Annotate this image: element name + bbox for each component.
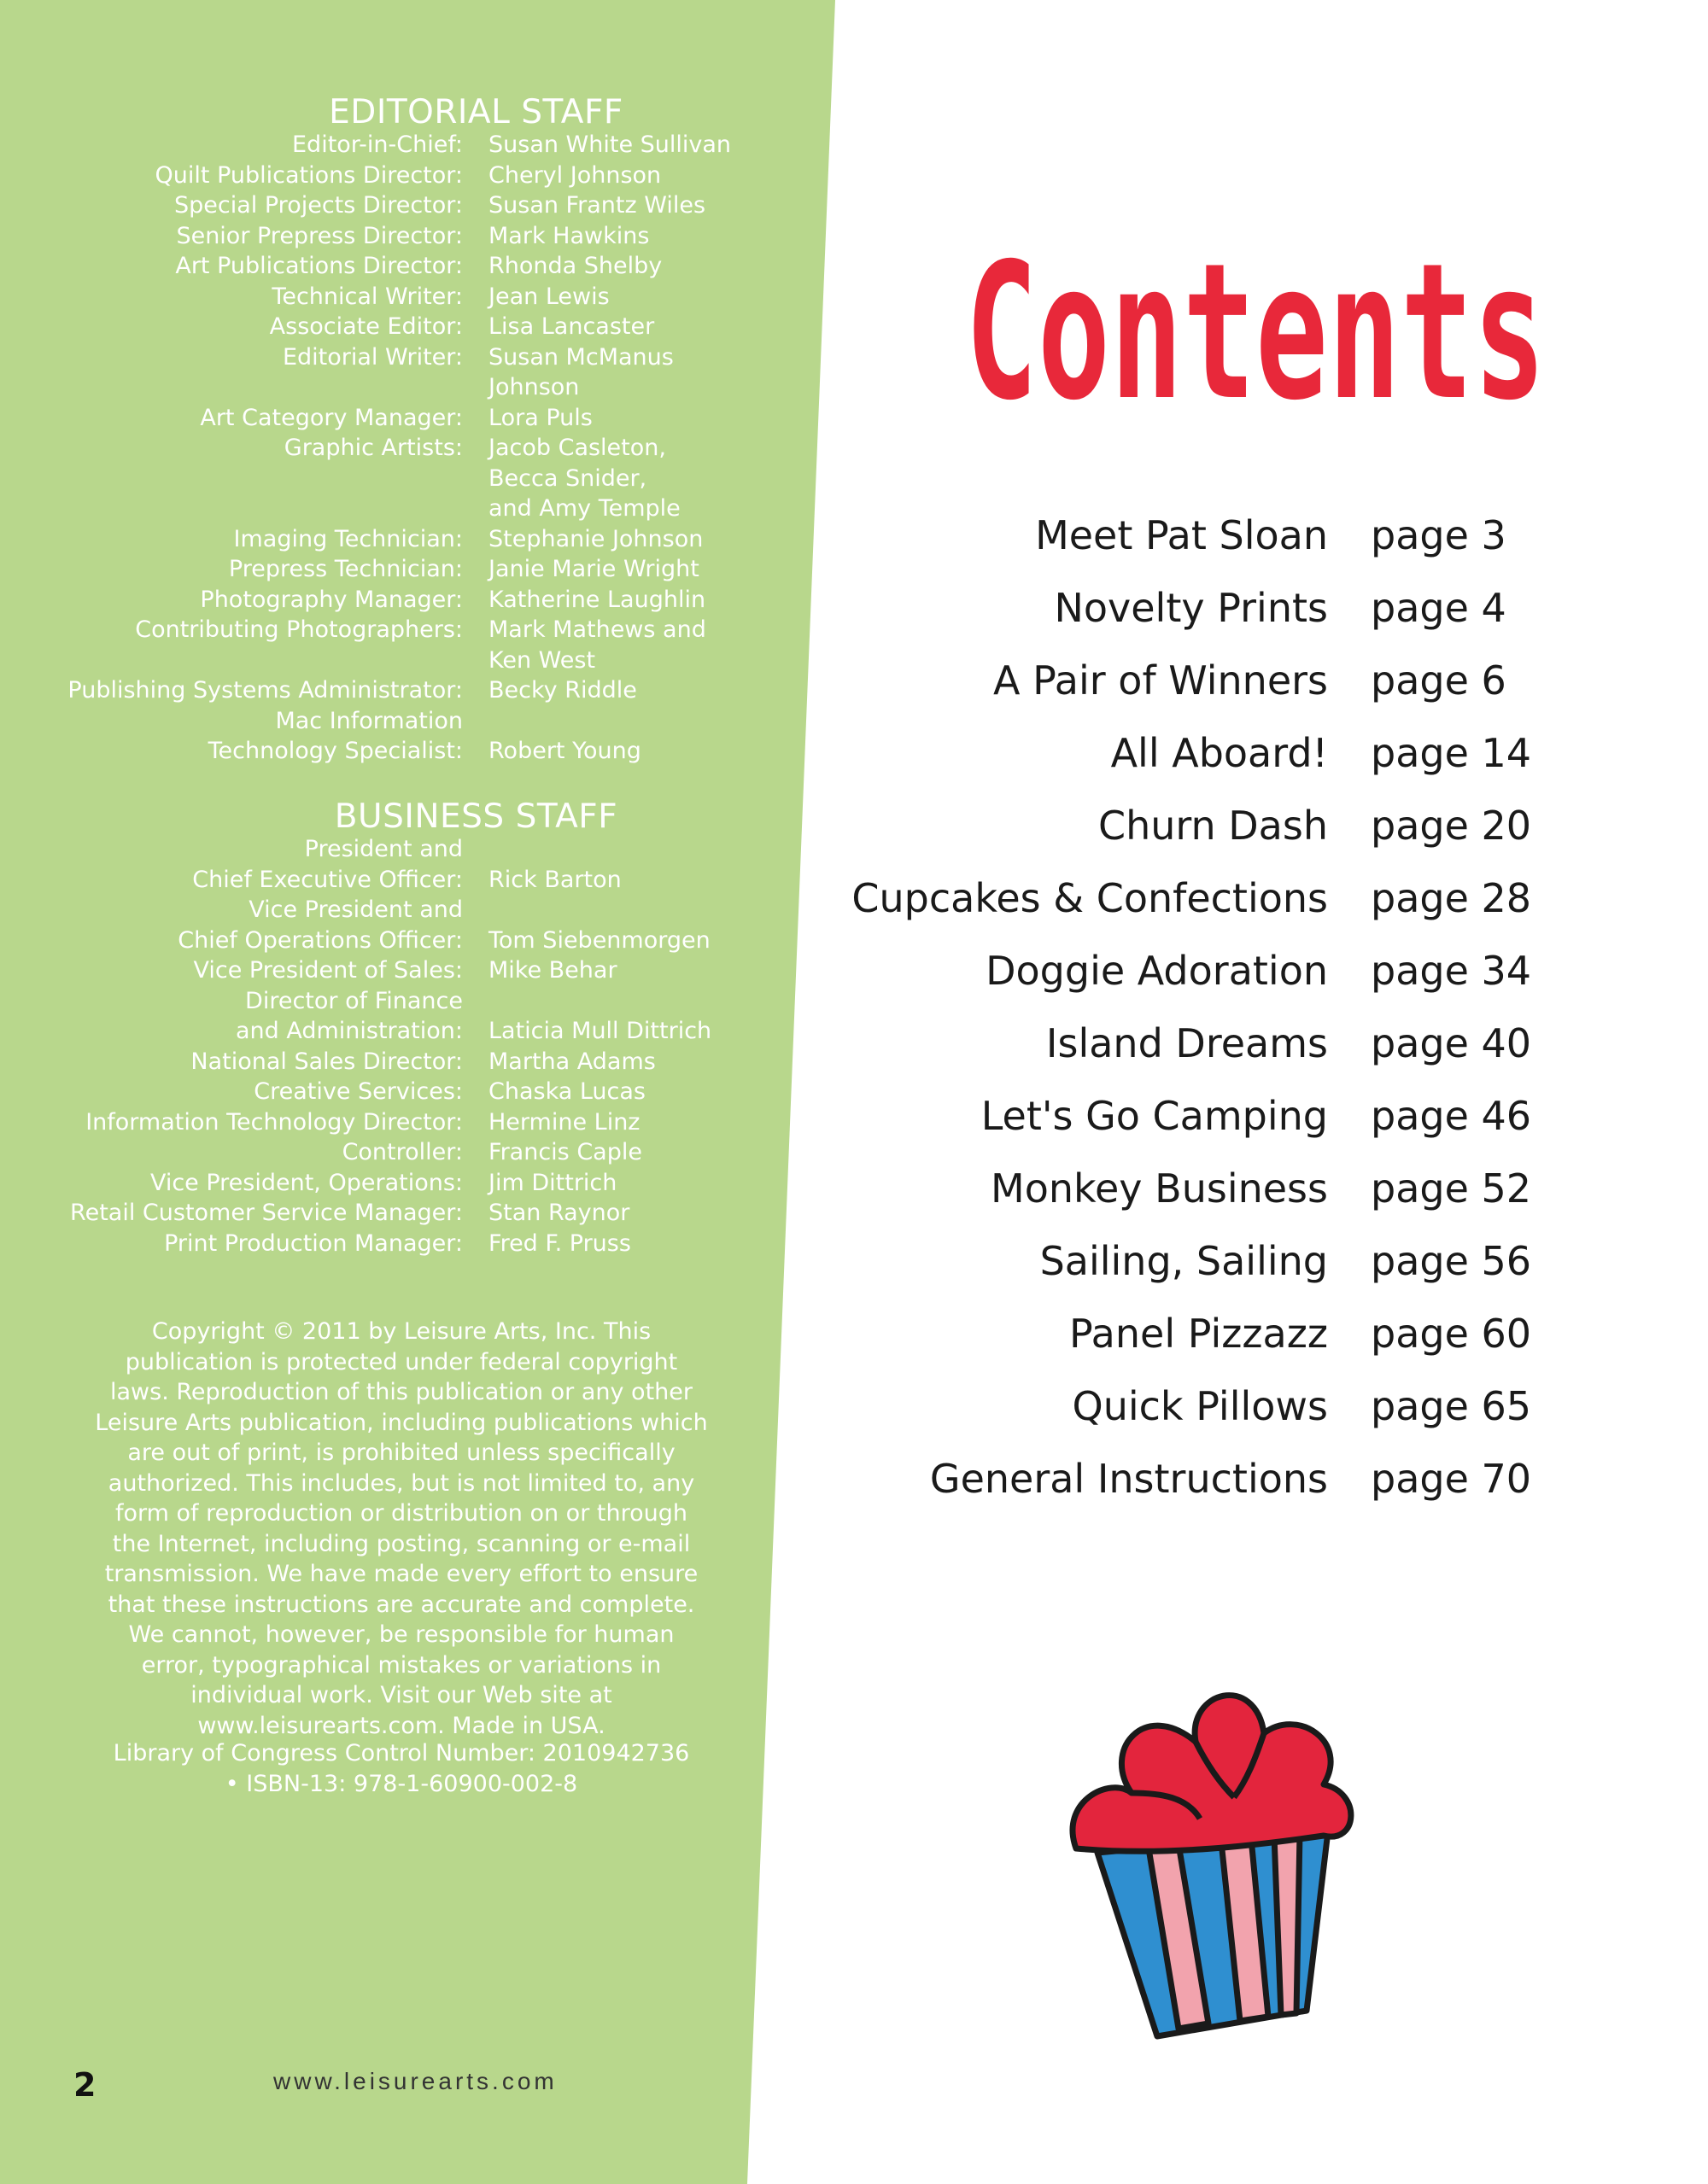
- toc-item[interactable]: [888, 1020, 1623, 1093]
- toc-item-page: page 65: [1371, 1383, 1532, 1429]
- toc-item[interactable]: [888, 1238, 1623, 1311]
- staff-row: [0, 524, 769, 555]
- library-of-congress-info: [94, 1738, 709, 1799]
- contents-title: [965, 239, 1554, 444]
- staff-name: Stan Raynor: [488, 1200, 630, 1226]
- toc-item[interactable]: [888, 1165, 1623, 1238]
- copyright-notice: Copyright © 2011 by Leisure Arts, Inc. This publication is protected under federal copyright laws. Reproduction of this publication or any other Leisure Arts publication, including publications which are out of print, is prohibited unless specifically authorized. This includes, but is not limited to, any form of reproduction or distribution on or through the Internet, including posting, scanning or e-mail transmission. We have made every effort to ensure that these instructions are accurate and complete. We cannot, however, be responsible for human error, typographical mistakes or variations in individual work. Visit our Web site at www.leisurearts.com. Made in USA.: [95, 1318, 708, 1739]
- contents-title-text: Contents: [965, 239, 1546, 441]
- staff-name: Stephanie Johnson: [488, 525, 704, 552]
- staff-role: Publishing Systems Administrator:: [67, 677, 463, 704]
- staff-role: Mac Information Technology Specialist:: [208, 707, 463, 764]
- toc-item-title: Doggie Adoration: [986, 948, 1328, 994]
- staff-role: Information Technology Director:: [85, 1108, 463, 1136]
- lccn-number: Library of Congress Control Number: 2010942736: [113, 1740, 690, 1766]
- toc-item[interactable]: [888, 585, 1623, 657]
- staff-row: [0, 251, 769, 282]
- staff-role: Senior Prepress Director:: [176, 222, 463, 249]
- staff-row: [0, 161, 769, 191]
- staff-role: Prepress Technician:: [228, 556, 463, 582]
- toc-item-title: Churn Dash: [1097, 803, 1328, 849]
- staff-row: [0, 1047, 769, 1077]
- staff-name: Francis Caple: [488, 1139, 642, 1165]
- staff-name: Lisa Lancaster: [488, 313, 655, 340]
- isbn-number: • ISBN-13: 978-1-60900-002-8: [225, 1770, 578, 1797]
- toc-item[interactable]: [888, 948, 1623, 1020]
- staff-row: [0, 834, 769, 895]
- staff-name: Laticia Mull Dittrich: [488, 1018, 712, 1044]
- staff-role: Vice President and Chief Operations Officer:: [178, 896, 463, 954]
- staff-row: [0, 1137, 769, 1168]
- staff-role: Contributing Photographers:: [135, 616, 463, 643]
- staff-name: Mark Mathews and Ken West: [488, 616, 706, 674]
- staff-row: [0, 433, 769, 524]
- staff-name: Becky Riddle: [488, 677, 637, 704]
- staff-role: Controller:: [342, 1139, 463, 1165]
- page-number: 2: [73, 2066, 97, 2104]
- toc-item-title: Island Dreams: [1045, 1020, 1328, 1066]
- staff-role: Art Publications Director:: [175, 253, 463, 279]
- toc-item-title: General Instructions: [929, 1456, 1328, 1502]
- toc-item-page: page 34: [1371, 948, 1532, 994]
- toc-item-page: page 56: [1371, 1238, 1532, 1284]
- toc-item[interactable]: [888, 657, 1623, 730]
- toc-item-page: page 46: [1371, 1093, 1532, 1139]
- staff-row: [0, 221, 769, 252]
- toc-item-page: page 3: [1371, 512, 1506, 558]
- staff-role: Retail Customer Service Manager:: [70, 1200, 463, 1226]
- toc-item-title: Quick Pillows: [1072, 1383, 1328, 1429]
- staff-row: [0, 282, 769, 312]
- staff-name: Hermine Linz: [488, 1108, 640, 1136]
- staff-row: [0, 1229, 769, 1259]
- toc-item-page: page 28: [1371, 875, 1532, 921]
- staff-name: Mike Behar: [488, 957, 617, 984]
- staff-row: [0, 1198, 769, 1229]
- staff-role: Quilt Publications Director:: [155, 161, 463, 189]
- staff-row: [0, 706, 769, 767]
- staff-row: [0, 585, 769, 616]
- staff-name: Susan McManus Johnson: [488, 343, 674, 400]
- staff-role: Editorial Writer:: [282, 343, 463, 371]
- editorial-staff-heading: EDITORIAL STAFF: [329, 93, 623, 131]
- staff-role: National Sales Director:: [190, 1048, 463, 1075]
- footer-website-url: www.leisurearts.com: [273, 2068, 558, 2094]
- staff-role: President and Chief Executive Officer:: [192, 836, 463, 893]
- staff-name: Jean Lewis: [488, 283, 610, 310]
- staff-row: [0, 986, 769, 1047]
- staff-row: [0, 955, 769, 986]
- staff-row: [0, 130, 769, 161]
- toc-item-page: page 40: [1371, 1020, 1532, 1066]
- staff-name: Janie Marie Wright: [488, 556, 699, 582]
- toc-item-page: page 52: [1371, 1165, 1532, 1212]
- staff-name: Mark Hawkins: [488, 222, 650, 249]
- staff-row: [0, 342, 769, 403]
- toc-item-title: Meet Pat Sloan: [1035, 512, 1328, 558]
- table-of-contents: [851, 512, 1623, 1528]
- staff-role: Photography Manager:: [200, 586, 463, 613]
- staff-name: Katherine Laughlin: [488, 586, 706, 613]
- toc-item-title: Sailing, Sailing: [1039, 1238, 1328, 1284]
- staff-role: Imaging Technician:: [233, 525, 463, 552]
- staff-row: [0, 615, 769, 675]
- staff-row: [0, 1168, 769, 1199]
- toc-item-page: page 70: [1371, 1456, 1532, 1502]
- staff-row: [0, 675, 769, 706]
- toc-item-page: page 6: [1371, 657, 1506, 704]
- toc-item[interactable]: [851, 875, 1623, 948]
- business-staff-heading: BUSINESS STAFF: [334, 797, 618, 836]
- staff-role: Vice President, Operations:: [149, 1169, 463, 1196]
- toc-item-title: A Pair of Winners: [993, 657, 1328, 704]
- staff-role: Vice President of Sales:: [193, 957, 463, 984]
- toc-item-title: Panel Pizzazz: [1069, 1311, 1328, 1357]
- toc-item-page: page 60: [1371, 1311, 1532, 1357]
- toc-item-title: Let's Go Camping: [980, 1093, 1328, 1139]
- staff-name: Jim Dittrich: [488, 1169, 617, 1196]
- staff-role: Art Category Manager:: [200, 404, 463, 431]
- staff-role: Associate Editor:: [269, 313, 463, 340]
- staff-row: [0, 190, 769, 221]
- staff-role: Director of Finance and Administration:: [235, 987, 463, 1044]
- staff-name: Lora Puls: [488, 404, 593, 431]
- staff-role: Graphic Artists:: [284, 435, 463, 461]
- staff-name: Chaska Lucas: [488, 1078, 646, 1105]
- toc-item-title: All Aboard!: [1110, 730, 1328, 776]
- toc-item-page: page 4: [1371, 585, 1506, 631]
- toc-item-page: page 20: [1371, 803, 1532, 849]
- staff-role: Technical Writer:: [272, 283, 463, 310]
- toc-item[interactable]: [888, 1311, 1623, 1383]
- staff-name: Rick Barton: [488, 866, 622, 893]
- toc-item-title: Cupcakes & Confections: [851, 875, 1328, 921]
- staff-name: Jacob Casleton, Becca Snider, and Amy Temple: [488, 435, 681, 522]
- staff-row: [0, 1077, 769, 1107]
- staff-name: Robert Young: [488, 738, 641, 764]
- staff-name: Cheryl Johnson: [488, 161, 662, 189]
- toc-item-title: Monkey Business: [991, 1165, 1328, 1212]
- staff-row: [0, 403, 769, 434]
- toc-item[interactable]: [888, 803, 1623, 875]
- staff-role: Creative Services:: [254, 1078, 463, 1105]
- staff-name: Susan White Sullivan: [488, 131, 732, 158]
- staff-role: Special Projects Director:: [174, 192, 463, 219]
- staff-name: Tom Siebenmorgen: [488, 926, 711, 954]
- toc-item[interactable]: [888, 730, 1623, 803]
- staff-row: [0, 1107, 769, 1138]
- toc-item[interactable]: [888, 1456, 1623, 1528]
- toc-item[interactable]: [888, 512, 1623, 585]
- toc-item[interactable]: [888, 1383, 1623, 1456]
- staff-name: Rhonda Shelby: [488, 253, 663, 279]
- staff-row: [0, 554, 769, 585]
- staff-row: [0, 895, 769, 955]
- toc-item[interactable]: [888, 1093, 1623, 1165]
- toc-item-page: page 14: [1371, 730, 1532, 776]
- staff-role: Editor-in-Chief:: [292, 131, 463, 158]
- staff-name: Susan Frantz Wiles: [488, 192, 706, 219]
- staff-name: Martha Adams: [488, 1048, 656, 1075]
- toc-item-title: Novelty Prints: [1054, 585, 1328, 631]
- cupcake-icon: [1050, 1673, 1375, 2058]
- staff-name: Fred F. Pruss: [488, 1229, 631, 1257]
- staff-role: Print Production Manager:: [164, 1229, 463, 1257]
- staff-row: [0, 312, 769, 342]
